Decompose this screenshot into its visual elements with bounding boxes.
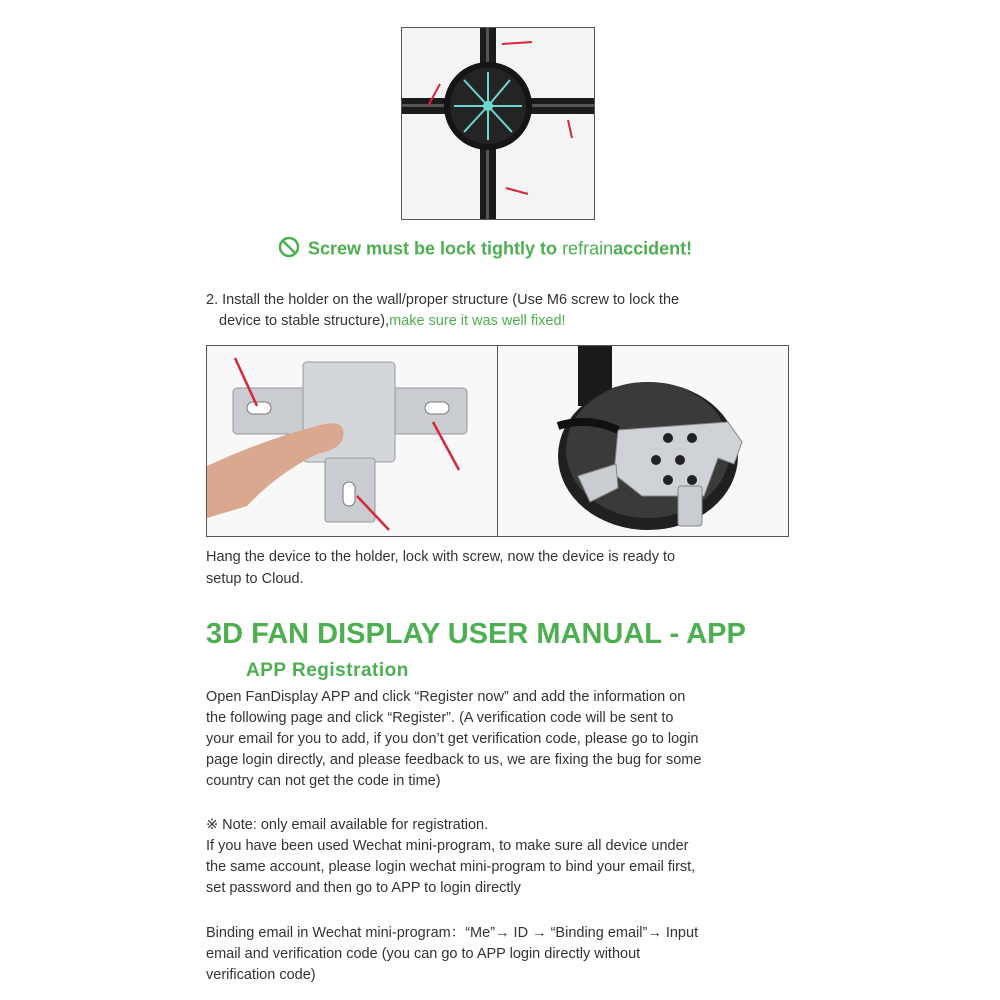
fan-bracket-photo — [401, 27, 595, 220]
registration-line: country can not get the code in time) — [206, 773, 441, 789]
prohibited-icon — [278, 236, 300, 263]
note-paragraph — [206, 815, 806, 899]
step-2-line-2: device to stable structure), — [219, 313, 390, 329]
warning-text-part2: refrain — [562, 238, 614, 259]
binding-line: email and verification code (you can go to APP login directly without — [206, 946, 641, 962]
registration-line: page login directly, and please feedback to us, we are fixing the bug for some — [206, 752, 702, 768]
registration-paragraph — [206, 687, 806, 792]
binding-line: verification code) — [206, 967, 316, 983]
step-2-line-1: 2. Install the holder on the wall/proper structure (Use M6 screw to lock the — [206, 292, 680, 308]
note-line: the same account, please login wechat mini-program to bind your email first, — [206, 859, 696, 875]
screw-warning — [278, 236, 692, 263]
step-2-instructions — [206, 290, 679, 332]
mounted-device-photo — [497, 345, 789, 537]
caption-line-1: Hang the device to the holder, lock with screw, now the device is ready to — [206, 549, 676, 565]
binding-line: Binding email in Wechat mini-program：“Me”→ ID → “Binding email”→ Input — [206, 925, 699, 941]
caption-line-2: setup to Cloud. — [206, 571, 304, 587]
section-subtitle: APP Registration — [246, 660, 409, 681]
hang-device-caption — [206, 546, 806, 590]
registration-line: your email for you to add, if you don’t get verification code, please go to login — [206, 731, 699, 747]
note-line: If you have been used Wechat mini-program, to make sure all device under — [206, 838, 689, 854]
step-2-line-2-highlight: make sure it was well fixed! — [389, 313, 566, 329]
warning-text-part1: Screw must be lock tightly to — [308, 238, 558, 259]
registration-line: the following page and click “Register”. (A verification code will be sent to — [206, 710, 674, 726]
registration-line: Open FanDisplay APP and click “Register now” and add the information on — [206, 689, 686, 705]
manual-title: 3D FAN DISPLAY USER MANUAL - APP — [206, 618, 746, 650]
holder-photo — [206, 345, 498, 537]
note-line: ※ Note: only email available for registration. — [206, 817, 489, 833]
binding-paragraph — [206, 923, 806, 986]
note-line: set password and then go to APP to login directly — [206, 880, 521, 896]
warning-text-part3: accident! — [613, 238, 693, 259]
